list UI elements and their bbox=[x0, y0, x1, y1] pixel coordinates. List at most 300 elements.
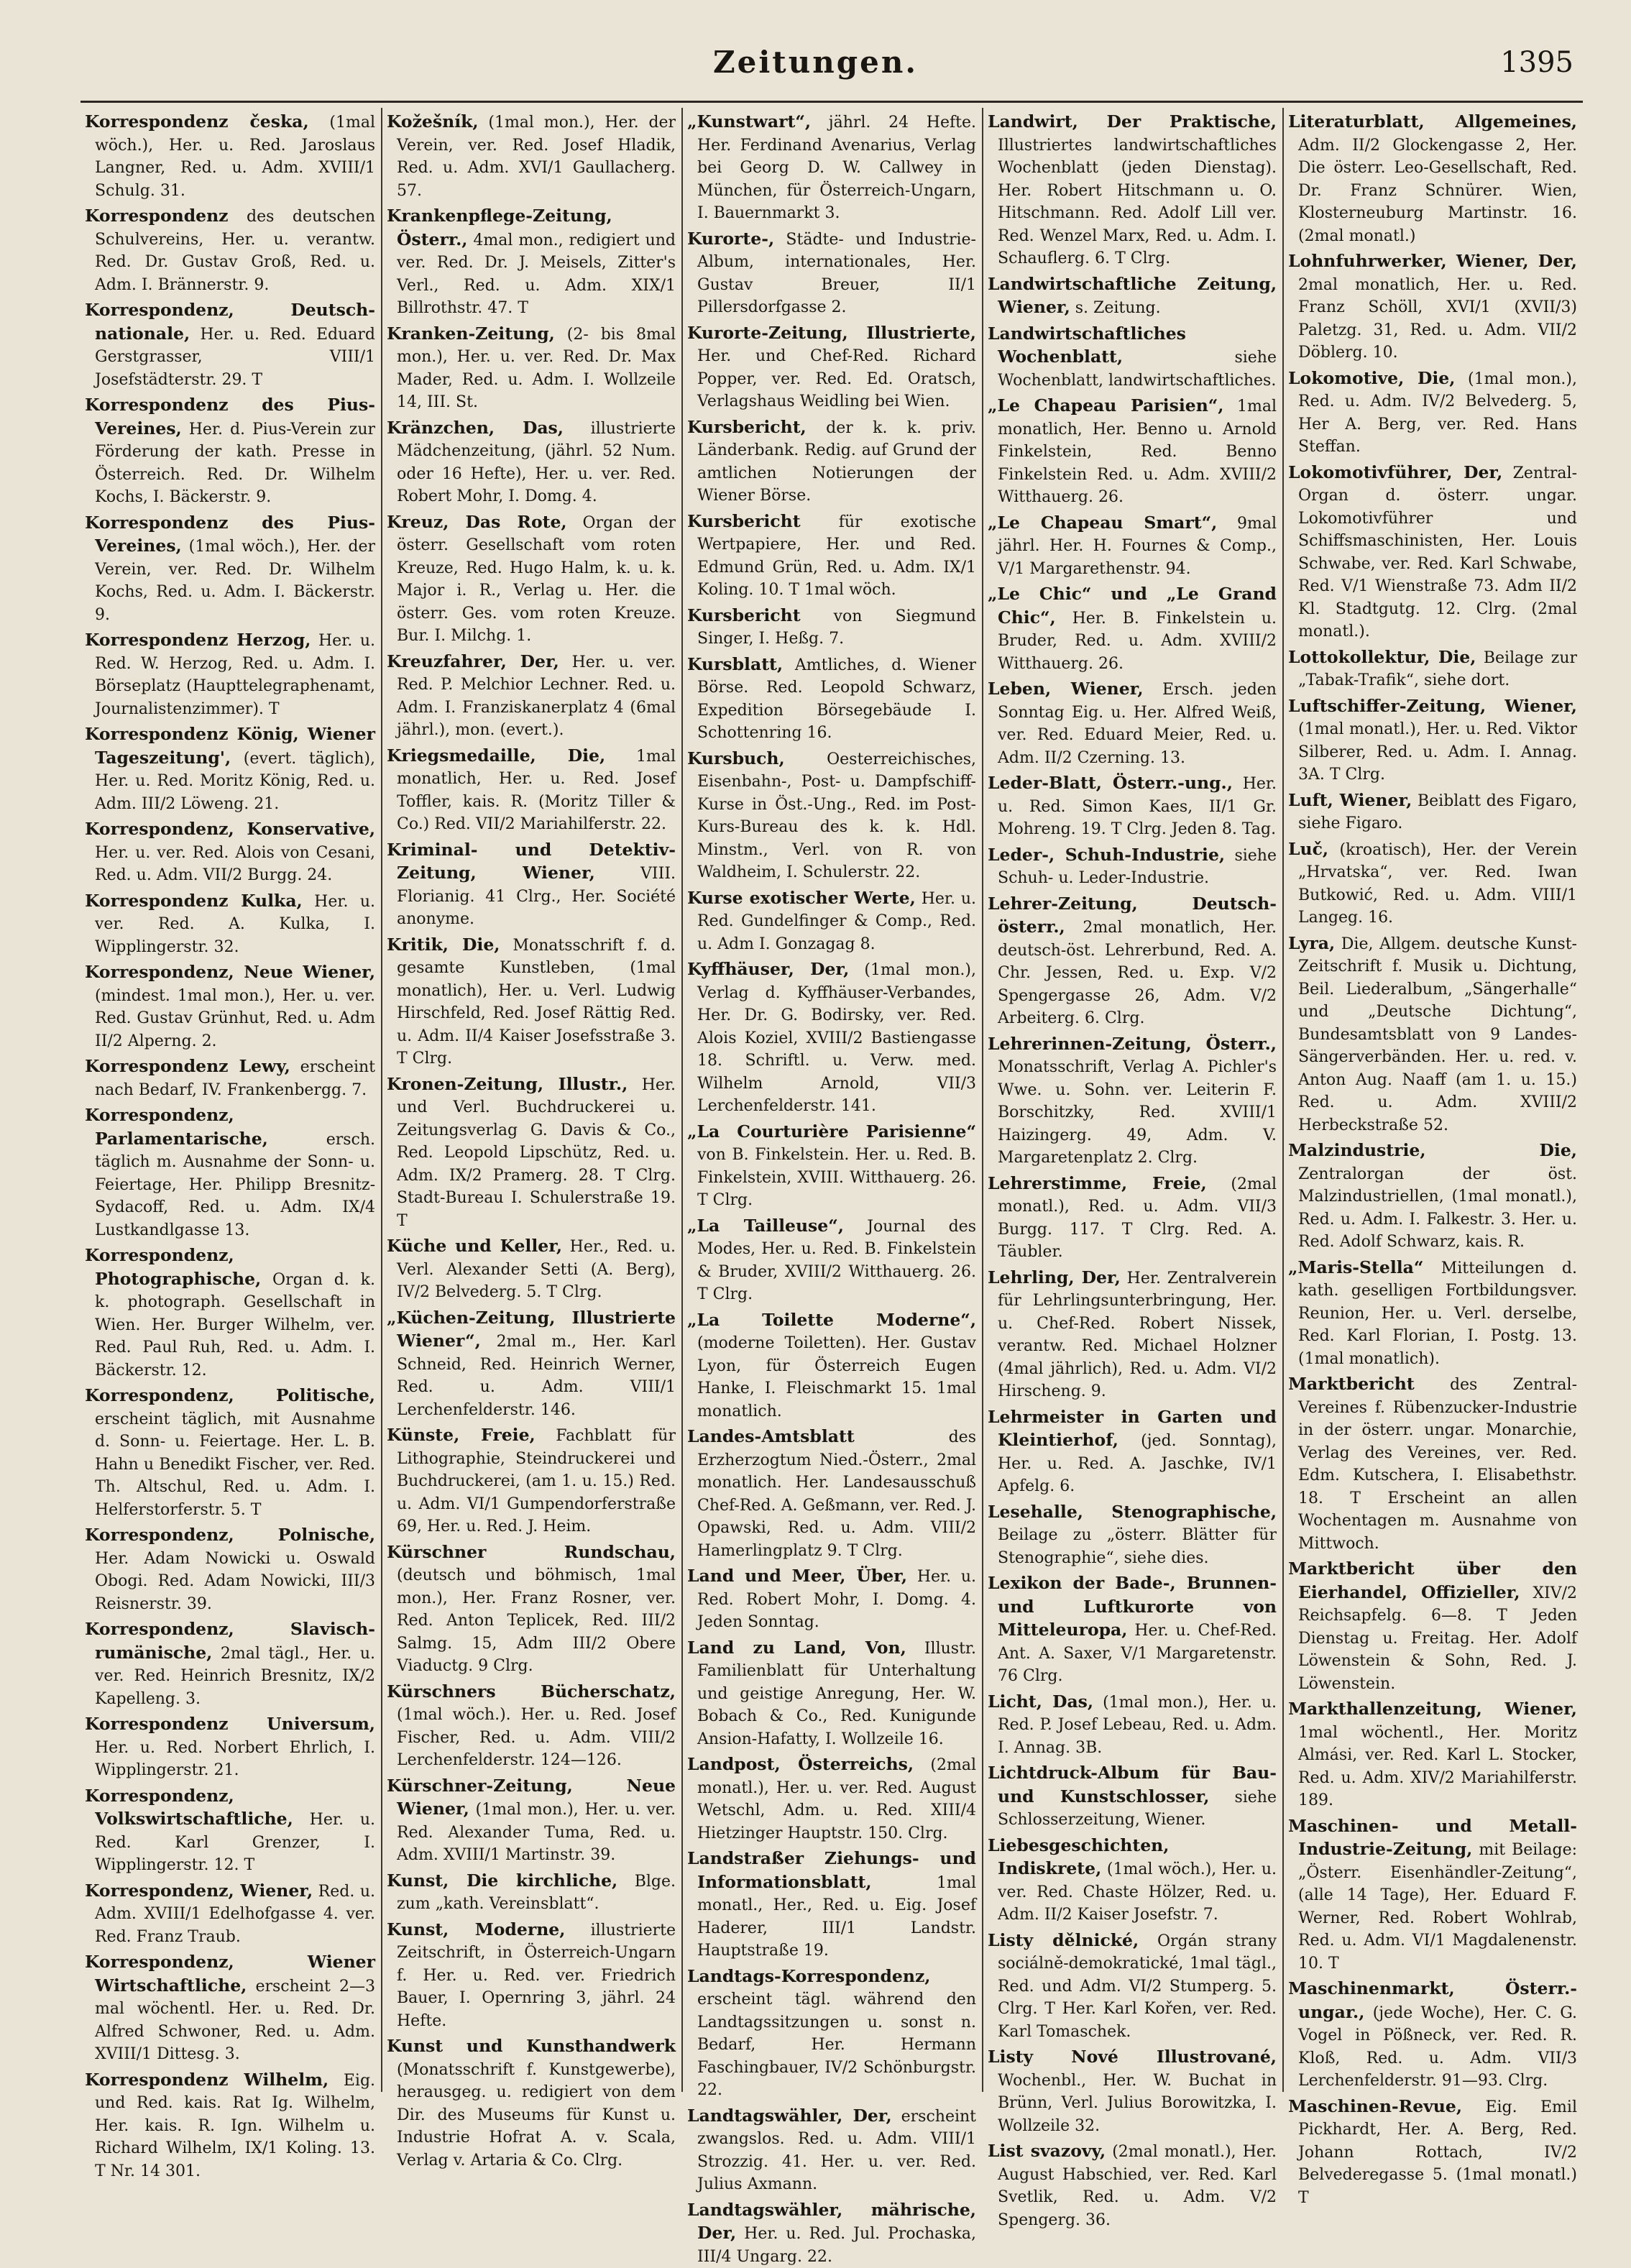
entry-text: (mindest. 1mal mon.), Her. u. ver. Red. Gustav Grünhut, Red. u. Adm II/2 Alperng. 2. bbox=[95, 987, 375, 1050]
directory-entry bbox=[85, 111, 375, 202]
entry-headword: „Kunstwart“, bbox=[687, 111, 811, 132]
entry-text: 1mal monatl., Her., Red. u. Eig. Josef Haderer, III/1 Landstr. Hauptstraße 19. bbox=[697, 1874, 976, 1960]
entry-headword: Krankenpflege-Zeitung, Österr., bbox=[387, 206, 612, 249]
entry-headword: Marktbericht über den Eierhandel, Offizieller, bbox=[1288, 1558, 1577, 1602]
directory-entry bbox=[988, 1929, 1277, 2044]
entry-text: von Siegmund Singer, I. Heßg. 7. bbox=[697, 607, 976, 648]
directory-entry bbox=[85, 961, 375, 1052]
entry-headword: Listy dělnické, bbox=[988, 1930, 1139, 1950]
entry-text: 1mal monatlich, Her. Benno u. Arnold Finkelstein, Red. Benno Finkelstein Red. u. Adm. XVIII/2 Witthauerg. 26. bbox=[998, 398, 1277, 506]
directory-entry bbox=[85, 1055, 375, 1101]
entry-headword: „Le Chic“ und „Le Grand Chic“, bbox=[988, 584, 1277, 628]
directory-entry bbox=[85, 394, 375, 509]
directory-entry bbox=[85, 512, 375, 627]
entry-text: des deutschen Schulvereins, Her. u. verantw. Red. Dr. Gustav Groß, Red. u. Adm. I. Brännerstr. 9. bbox=[95, 208, 375, 294]
entry-text: Städte- und Industrie-Album, internationales, Her. Gustav Breuer, II/1 Pillersdorfgasse 2. bbox=[697, 231, 976, 317]
entry-headword: Landtags-Korrespondenz, bbox=[687, 1966, 930, 1986]
entry-headword: Kursblatt, bbox=[687, 654, 783, 674]
column-2 bbox=[381, 108, 681, 2092]
directory-entry bbox=[1288, 1373, 1577, 1555]
entry-text: Her. Zentralverein für Lehrlingsunterbringung, Her. u. Chef-Red. Robert Nissek, verantw. Red. Michael Holzner (4mal jährlich), Red. u. Adm. VI/2 Hirscheng. 9. bbox=[998, 1270, 1277, 1401]
entry-text: ersch. täglich m. Ausnahme der Sonn- u. Feiertage, Her. Philipp Bresnitz-Sydacoff, Red. u. Adm. IX/4 Lustkandlgasse 13. bbox=[95, 1131, 375, 1239]
directory-entry bbox=[85, 818, 375, 887]
directory-entry bbox=[988, 1835, 1277, 1927]
directory-entry bbox=[85, 723, 375, 815]
entry-headword: Korrespondenz, Photographische, bbox=[85, 1245, 261, 1289]
entry-headword: Maschinen-Revue, bbox=[1288, 2096, 1462, 2116]
directory-entry bbox=[988, 1762, 1277, 1832]
entry-headword: Küche und Keller, bbox=[387, 1236, 562, 1256]
entry-text: des Zentral-Vereines f. Rübenzucker-Industrie in der österr. ungar. Monarchie, Verlag des Vereines, ver. Red. Edm. Kutschera, I. Elisabethstr. 18. T Erscheint an allen Wochentagen m. Ausnahme von Mittwoch. bbox=[1298, 1376, 1577, 1553]
directory-entry bbox=[387, 651, 676, 742]
directory-entry bbox=[687, 228, 976, 319]
entry-text: Her. und Verl. Buchdruckerei u. Zeitungsverlag G. Davis & Co., Red. Leopold Lipschütz, Red. u. Adm. IX/2 Pramerg. 28. T Clrg. Stadt-Bureau I. Schulerstraße 19. T bbox=[397, 1076, 676, 1230]
entry-text: (evert. täglich), Her. u. Red. Moritz König, Red. u. Adm. III/2 Löweng. 21. bbox=[95, 750, 375, 813]
directory-entry bbox=[1288, 695, 1577, 786]
entry-headword: Kurorte-Zeitung, Illustrierte, bbox=[687, 323, 976, 343]
directory-entry bbox=[85, 1785, 375, 1877]
directory-entry bbox=[988, 772, 1277, 841]
entry-headword: Kürschner-Zeitung, Neue Wiener, bbox=[387, 1776, 676, 1819]
directory-entry bbox=[387, 323, 676, 414]
directory-entry bbox=[988, 111, 1277, 270]
column-1 bbox=[81, 108, 381, 2092]
entry-headword: Kursbericht bbox=[687, 511, 801, 531]
entry-headword: Lehrmeister in Garten und Kleintierhof, bbox=[988, 1407, 1277, 1451]
entry-headword: „La Courturière Parisienne“ bbox=[687, 1121, 976, 1142]
entry-text: Red. u. Adm. XVIII/1 Edelhofgasse 4. ver. Red. Franz Traub. bbox=[95, 1883, 375, 1946]
entry-text: Zentral-Organ d. österr. ungar. Lokomotivführer und Schiffsmaschinisten, Her. Louis Schwabe, ver. Red. Karl Schwabe, Red. V/1 Wienstraße 73. Adm II/2 Kl. Stadtgutg. 12. Clrg. (2mal monatl.). bbox=[1298, 464, 1577, 641]
entry-text: Monatsschrift f. d. gesamte Kunstleben, (1mal monatlich), Her. u. Verl. Ludwig Hirschfeld, Red. Josef Rättig Red. u. Adm. II/4 Kaiser Josefsstraße 3. T Clrg. bbox=[397, 937, 676, 1068]
directory-entry bbox=[687, 1425, 976, 1562]
directory-entry bbox=[988, 893, 1277, 1030]
entry-text: Her. B. Finkelstein u. Bruder, Red. u. Adm. XVIII/2 Witthauerg. 26. bbox=[998, 610, 1277, 673]
entry-text: (moderne Toiletten). Her. Gustav Lyon, für Österreich Eugen Hanke, I. Fleischmarkt 15. 1mal monatlich. bbox=[697, 1334, 976, 1420]
directory-entry bbox=[687, 605, 976, 651]
entry-headword: Korrespondenz Universum, bbox=[85, 1714, 375, 1734]
directory-entry bbox=[387, 745, 676, 836]
entry-headword: List svazovy, bbox=[988, 2141, 1106, 2161]
entry-text: erscheint täglich, mit Ausnahme d. Sonn- u. Feiertage. Her. L. B. Hahn u Benedikt Fischer, ver. Red. Th. Altschul, Red. u. Adm. I. Helferstorferstr. 5. T bbox=[95, 1410, 375, 1519]
directory-entry bbox=[687, 1215, 976, 1306]
entry-headword: Kriegsmedaille, Die, bbox=[387, 745, 605, 766]
entry-headword: Korrespondenz česka, bbox=[85, 111, 309, 132]
entry-headword: Kunst, Die kirchliche, bbox=[387, 1870, 617, 1891]
directory-entry bbox=[85, 1713, 375, 1782]
directory-entry bbox=[1288, 2095, 1577, 2210]
entry-headword: Kunst, Moderne, bbox=[387, 1919, 565, 1939]
column-5 bbox=[1282, 108, 1583, 2092]
entry-text: erscheint nach Bedarf, IV. Frankenbergg. 7. bbox=[95, 1058, 375, 1099]
entry-text: Amtliches, d. Wiener Börse. Red. Leopold Schwarz, Expedition Börsegebäude I. Schottenring 16. bbox=[697, 656, 976, 743]
entry-headword: Licht, Das, bbox=[988, 1691, 1093, 1712]
entry-headword: „Le Chapeau Parisien“, bbox=[988, 395, 1224, 416]
entry-headword: Korrespondenz König, Wiener Tageszeitung', bbox=[85, 724, 375, 768]
entry-headword: Korrespondenz, Slavisch-rumänische, bbox=[85, 1619, 375, 1663]
entry-headword: Lehrerinnen-Zeitung, Österr., bbox=[988, 1034, 1277, 1054]
entry-text: Zentralorgan der öst. Malzindustriellen, (1mal monatl.), Red. u. Adm. I. Falkestr. 3. Her. u. Red. Adolf Schwarz, kais. R. bbox=[1298, 1165, 1577, 1252]
entry-text: des Erzherzogtum Nied.-Österr., 2mal monatlich. Her. Landesausschuß Chef-Red. A. Geßmann, ver. Red. J. Opawski, Red. u. Adm. VIII/2 Hamerlingplatz 9. T Clrg. bbox=[697, 1428, 976, 1560]
directory-entry bbox=[1288, 1815, 1577, 1975]
entry-headword: Korrespondenz des Pius-Vereines, bbox=[85, 395, 375, 439]
entry-text: jährl. 24 Hefte. Her. Ferdinand Avenarius, Verlag bei Georg D. W. Callwey in München, für Österreich-Ungarn, I. Bauernmarkt 3. bbox=[697, 114, 976, 222]
directory-entry bbox=[988, 1267, 1277, 1403]
entry-headword: Lehrerstimme, Freie, bbox=[988, 1173, 1207, 1193]
directory-entry bbox=[687, 510, 976, 602]
entry-headword: Liebesgeschichten, Indiskrete, bbox=[988, 1835, 1169, 1879]
directory-entry bbox=[387, 2035, 676, 2172]
entry-headword: Kränzchen, Das, bbox=[387, 418, 564, 438]
directory-entry bbox=[387, 111, 676, 202]
directory-entry bbox=[687, 958, 976, 1118]
entry-headword: Kursbericht bbox=[687, 605, 801, 625]
directory-entry bbox=[1288, 789, 1577, 835]
entry-headword: Luftschiffer-Zeitung, Wiener, bbox=[1288, 696, 1577, 716]
directory-entry bbox=[988, 1033, 1277, 1170]
entry-text: Blge. zum „kath. Vereinsblatt“. bbox=[397, 1873, 676, 1914]
directory-entry bbox=[85, 1618, 375, 1710]
entry-headword: Korrespondenz bbox=[85, 206, 229, 226]
entry-headword: Kožešník, bbox=[387, 111, 479, 132]
directory-entry bbox=[988, 1572, 1277, 1688]
entry-text: erscheint zwangslos. Red. u. Adm. VIII/1 Strozzig. 41. Her. u. ver. Red. Julius Axmann. bbox=[697, 2108, 976, 2194]
directory-entry bbox=[1288, 932, 1577, 1137]
entry-text: Organ der österr. Gesellschaft vom roten Kreuze, Red. Hugo Halm, k. u. k. Major i. R., Verlag u. Her. die österr. Ges. vom roten Kreuze. Bur. I. Milchg. 1. bbox=[397, 514, 676, 646]
entry-text: Eig. und Red. kais. Rat Ig. Wilhelm, Her. kais. R. Ign. Wilhelm u. Richard Wilhelm, IX/1 Koling. 13. T Nr. 14 301. bbox=[95, 2072, 375, 2180]
entry-headword: „Küchen-Zeitung, Illustrierte Wiener“, bbox=[387, 1308, 676, 1351]
entry-text: (2mal monatl.), Her. u. ver. Red. August Wetschl, Adm. u. Red. XIII/4 Hietzinger Hauptstr. 150. Clrg. bbox=[697, 1756, 976, 1842]
entry-headword: Lexikon der Bade-, Brunnen- und Luftkurorte von Mitteleuropa, bbox=[988, 1573, 1277, 1640]
directory-entry bbox=[988, 583, 1277, 675]
entry-headword: Land zu Land, Von, bbox=[687, 1638, 906, 1658]
directory-entry bbox=[387, 511, 676, 648]
entry-text: Beilage zu „österr. Blätter für Stenographie“, siehe dies. bbox=[998, 1526, 1277, 1567]
entry-headword: Landstraßer Ziehungs- und Informationsblatt, bbox=[687, 1848, 976, 1892]
entry-headword: „La Toilette Moderne“, bbox=[687, 1310, 976, 1330]
directory-entry bbox=[988, 323, 1277, 392]
entry-text: (jede Woche), Her. C. G. Vogel in Pößneck, ver. Red. R. Kloß, Red. u. Adm. VII/3 Lerchenfelderstr. 91—93. Clrg. bbox=[1298, 2004, 1577, 2090]
entry-text: (1mal mon.), Her. u. Red. P. Josef Lebeau, Red. u. Adm. I. Annag. 3B. bbox=[998, 1694, 1277, 1757]
column-4 bbox=[982, 108, 1282, 2092]
entry-text: Her. u. Red. Jul. Prochaska, III/4 Ungarg. 22. bbox=[697, 2225, 976, 2266]
directory-entry bbox=[988, 273, 1277, 320]
directory-entry bbox=[988, 1501, 1277, 1570]
entry-text: Monatsschrift, Verlag A. Pichler's Wwe. u. Sohn. ver. Leiterin F. Borschitzky, Red. XVIII/1 Haizingerg. 49, Adm. V. Margaretenplatz 2. Clrg. bbox=[998, 1058, 1277, 1167]
entry-headword: Landwirtschaftliches Wochenblatt, bbox=[988, 323, 1186, 367]
entry-headword: Lokomotivführer, Der, bbox=[1288, 462, 1502, 482]
directory-entry bbox=[687, 1753, 976, 1845]
entry-text: VIII. Florianig. 41 Clrg., Her. Société anonyme. bbox=[397, 865, 676, 928]
directory-entry bbox=[85, 205, 375, 296]
entry-text: Her. u. Red. W. Herzog, Red. u. Adm. I. Börseplatz (Haupttelegraphenamt, Journalistenzimmer). T bbox=[95, 632, 375, 718]
directory-entry bbox=[85, 299, 375, 391]
entry-headword: Leder-, Schuh-Industrie, bbox=[988, 845, 1225, 865]
entry-headword: Korrespondenz, Neue Wiener, bbox=[85, 962, 375, 982]
entry-text: erscheint tägl. während den Landtagssitzungen u. sonst n. Bedarf, Her. Hermann Faschingbauer, IV/2 Schönburgstr. 22. bbox=[697, 1991, 976, 2099]
entry-text: Eig. Emil Pickhardt, Her. A. Berg, Red. Johann Rottach, IV/2 Belvederegasse 5. (1mal monatl.) T bbox=[1298, 2098, 1577, 2207]
entry-headword: Landtagswähler, Der, bbox=[687, 2106, 892, 2126]
entry-text: s. Zeitung. bbox=[1075, 299, 1161, 317]
directory-entry bbox=[687, 1965, 976, 2102]
entry-headword: Korrespondenz, Wiener, bbox=[85, 1881, 313, 1901]
entry-headword: Kursbuch, bbox=[687, 748, 785, 768]
entry-headword: Listy Nové Illustrované, bbox=[988, 2047, 1277, 2067]
directory-entry bbox=[85, 890, 375, 959]
entry-headword: Kriminal- und Detektiv-Zeitung, Wiener, bbox=[387, 840, 676, 883]
entry-text: Journal des Modes, Her. u. Red. B. Finkelstein & Bruder, XVIII/2 Witthauerg. 26. T Clrg. bbox=[697, 1218, 976, 1304]
directory-entry bbox=[387, 1424, 676, 1538]
entry-text: Her. und Chef-Red. Richard Popper, ver. Red. Ed. Oratsch, Verlagshaus Weidling bei Wien. bbox=[697, 347, 976, 410]
entry-text: Her. u. Red. Karl Grenzer, I. Wipplingerstr. 12. T bbox=[95, 1811, 375, 1874]
entry-headword: Kranken-Zeitung, bbox=[387, 323, 555, 344]
directory-entry bbox=[387, 1681, 676, 1772]
directory-entry bbox=[988, 395, 1277, 509]
entry-headword: Lohnfuhrwerker, Wiener, Der, bbox=[1288, 251, 1577, 271]
entry-text: (2mal monatl.), Her. August Habschied, ver. Red. Karl Svetlik, Red. u. Adm. V/2 Spengerg. 36. bbox=[998, 2143, 1277, 2229]
directory-entry bbox=[387, 1919, 676, 2033]
entry-text: Mitteilungen d. kath. geselligen Fortbildungsver. Reunion, Her. u. Verl. derselbe, Red. Karl Florian, I. Postg. 13. (1mal monatlich). bbox=[1298, 1259, 1577, 1368]
entry-headword: Marktbericht bbox=[1288, 1374, 1415, 1394]
entry-text: (1mal wöch.). Her. u. Red. Josef Fischer, Red. u. Adm. VIII/2 Lerchenfelderstr. 124—126. bbox=[397, 1706, 676, 1769]
directory-entry bbox=[387, 1870, 676, 1916]
entry-text: Orgán strany sociálně-demokratické, 1mal tägl., Red. und Adm. VI/2 Stumperg. 5. Clrg. T Her. Karl Kořen, ver. Red. Karl Tomaschek. bbox=[998, 1932, 1277, 2041]
entry-text: 2mal monatlich, Her. u. Red. Franz Schöll, XVI/1 (XVII/3) Paletzg. 31, Red. u. Adm. VII/2 Döblerg. 10. bbox=[1298, 276, 1577, 362]
entry-text: (1mal wöch.), Her. der Verein, ver. Red. Dr. Wilhelm Kochs, Red. u. Adm. I. Bäckerstr. 9. bbox=[95, 538, 375, 624]
entry-headword: „La Tailleuse“, bbox=[687, 1216, 844, 1236]
entry-headword: Landwirt, Der Praktische, bbox=[988, 111, 1277, 132]
entry-headword: Lehrling, Der, bbox=[988, 1267, 1121, 1287]
entry-text: Her. u. Red. Eduard Gerstgrasser, VIII/1 Josefstädterstr. 29. T bbox=[95, 326, 375, 389]
directory-entry bbox=[85, 1385, 375, 1521]
entry-headword: Literaturblatt, Allgemeines, bbox=[1288, 111, 1577, 132]
entry-text: (1mal wöch.), Her. u. ver. Red. Chaste Hölzer, Red. u. Adm. II/2 Kaiser Josefstr. 7. bbox=[998, 1860, 1277, 1924]
directory-entry bbox=[1288, 1139, 1577, 1254]
entry-text: Her. u. Red. Simon Kaes, II/1 Gr. Mohreng. 19. T Clrg. Jeden 8. Tag. bbox=[998, 775, 1277, 838]
entry-text: illustrierte Zeitschrift, in Österreich-Ungarn f. Her. u. Red. ver. Friedrich Bauer, I. Opernring 3, jährl. 24 Hefte. bbox=[397, 1922, 676, 2030]
entry-text: von B. Finkelstein. Her. u. Red. B. Finkelstein, XVIII. Witthauerg. 26. T Clrg. bbox=[697, 1146, 976, 1209]
entry-text: (deutsch und böhmisch, 1mal mon.), Her. Franz Rosner, ver. Red. Anton Teplicek, Red. III/2 Salmg. 15, Adm III/2 Obere Viaductg. 9 Clrg. bbox=[397, 1566, 676, 1675]
entry-text: der k. k. priv. Länderbank. Redig. auf Grund der amtlichen Notierungen der Wiener Börse. bbox=[697, 419, 976, 505]
entry-text: Die, Allgem. deutsche Kunst-Zeitschrift f. Musik u. Dichtung, Beil. Liederalbum, „Sängerhalle“ und „Deutsche Dichtung“, Bundesamtsblatt von 9 Landes-Sängerverbänden. Her. u. red. v. Anton Aug. Naaff (am 1. u. 15.) Red. u. Adm. XVIII/2 Herbeckstraße 52. bbox=[1298, 935, 1577, 1134]
directory-entry bbox=[988, 678, 1277, 769]
entry-headword: Kronen-Zeitung, Illustr., bbox=[387, 1074, 628, 1094]
directory-entry bbox=[85, 1104, 375, 1241]
directory-entry bbox=[988, 1406, 1277, 1498]
directory-entry bbox=[687, 653, 976, 745]
entry-headword: Luč, bbox=[1288, 839, 1328, 859]
directory-entry bbox=[988, 1691, 1277, 1760]
entry-text: (1mal mon.), Red. u. Adm. IV/2 Belvederg. 5, Her A. Berg, ver. Red. Hans Steffan. bbox=[1298, 370, 1577, 456]
entry-text: (1mal mon.), Her. u. ver. Red. Alexander Tuma, Red. u. Adm. XVIII/1 Martinstr. 39. bbox=[397, 1801, 676, 1864]
entry-headword: Kürschner Rundschau, bbox=[387, 1542, 676, 1562]
directory-entry bbox=[687, 748, 976, 884]
entry-text: Fachblatt für Lithographie, Steindruckerei und Buchdruckerei, (am 1. u. 15.) Red. u. Adm. VI/1 Gumpendorferstraße 69, Her. u. Red. J. Heim. bbox=[397, 1427, 676, 1535]
entry-text: Illustr. Familienblatt für Unterhaltung und geistige Anregung, Her. W. Bobach & Co., Red. Kunigunde Ansion-Hafatty, I. Wollzeile 16. bbox=[697, 1640, 976, 1748]
entry-headword: Korrespondenz, Deutsch-nationale, bbox=[85, 300, 375, 344]
entry-text: Her. u. Red. Robert Mohr, I. Domg. 4. Jeden Sonntag. bbox=[697, 1568, 976, 1631]
directory-entry bbox=[687, 887, 976, 956]
directory-entry bbox=[1288, 838, 1577, 929]
entry-headword: Korrespondenz, Volkswirtschaftliche, bbox=[85, 1786, 293, 1829]
entry-text: 2mal m., Her. Karl Schneid, Red. Heinrich Werner, Red. u. Adm. VIII/1 Lerchenfelderstr. 146. bbox=[397, 1333, 676, 1419]
entry-text: Her. u. ver. Red. A. Kulka, I. Wipplingerstr. 32. bbox=[95, 893, 375, 956]
directory-entry bbox=[85, 629, 375, 720]
directory-entry bbox=[387, 205, 676, 320]
entry-text: Beiblatt des Figaro, siehe Figaro. bbox=[1298, 792, 1577, 833]
directory-entry bbox=[387, 934, 676, 1070]
entry-text: 2mal monatlich, Her. deutsch-öst. Lehrerbund, Red. A. Chr. Jessen, Red. u. Exp. V/2 Spengergasse 26, Adm. V/2 Arbeiterg. 6. Clrg. bbox=[998, 919, 1277, 1027]
columns bbox=[81, 108, 1583, 2092]
directory-entry bbox=[687, 111, 976, 225]
directory-entry bbox=[387, 1073, 676, 1233]
entry-headword: Korrespondenz Herzog, bbox=[85, 630, 311, 650]
directory-entry bbox=[988, 512, 1277, 581]
entry-headword: Kursbericht, bbox=[687, 417, 807, 437]
entry-text: Her. Adam Nowicki u. Oswald Obogi. Red. Adam Nowicki, III/3 Reisnerstr. 39. bbox=[95, 1550, 375, 1613]
entry-text: XIV/2 Reichsapfelg. 6—8. T Jeden Dienstag u. Freitag. Her. Adolf Löwenstein & Sohn, Red. J. Löwenstein. bbox=[1298, 1584, 1577, 1693]
entry-headword: „Maris-Stella“ bbox=[1288, 1257, 1423, 1277]
entry-text: erscheint 2—3 mal wöchentl. Her. u. Red. Dr. Alfred Schwoner, Red. u. Adm. XVIII/1 Dittesg. 3. bbox=[95, 1978, 375, 2064]
entry-headword: Korrespondenz Wilhelm, bbox=[85, 2070, 329, 2090]
entry-headword: Maschinen- und Metall-Industrie-Zeitung, bbox=[1288, 1816, 1577, 1860]
directory-entry bbox=[687, 1309, 976, 1423]
directory-entry bbox=[85, 2069, 375, 2183]
entry-text: Her. u. Red. Norbert Ehrlich, I. Wipplingerstr. 21. bbox=[95, 1739, 375, 1780]
entry-text: Her., Red. u. Verl. Alexander Setti (A. Berg), IV/2 Belvederg. 5. T Clrg. bbox=[397, 1238, 676, 1301]
entry-headword: Lottokollektur, Die, bbox=[1288, 647, 1476, 667]
column-3 bbox=[681, 108, 982, 2092]
entry-headword: Maschinenmarkt, Österr.-ungar., bbox=[1288, 1978, 1577, 2022]
directory-entry bbox=[988, 2046, 1277, 2137]
directory-entry bbox=[1288, 250, 1577, 364]
entry-headword: Korrespondenz Kulka, bbox=[85, 891, 303, 911]
entry-text: (1mal monatl.), Her. u. Red. Viktor Silberer, Red. u. Adm. I. Annag. 3A. T Clrg. bbox=[1298, 720, 1577, 784]
entry-headword: Kyffhäuser, Der, bbox=[687, 959, 849, 979]
entry-headword: Korrespondenz, Polnische, bbox=[85, 1525, 375, 1545]
entry-text: (kroatisch), Her. der Verein „Hrvatska“, ver. Red. Iwan Butkowić, Red. u. Adm. VIII/1 Langeg. 16. bbox=[1298, 841, 1577, 927]
entry-headword: Landtagswähler, mährische, Der, bbox=[687, 2200, 976, 2244]
directory-entry bbox=[387, 1307, 676, 1422]
entry-text: (Monatsschrift f. Kunstgewerbe), herausgeg. u. redigiert von dem Dir. des Museums für Kunst u. Industrie Hofrat A. v. Scala, Verlag v. Artaria & Co. Clrg. bbox=[397, 2061, 676, 2170]
entry-headword: Luft, Wiener, bbox=[1288, 790, 1412, 810]
directory-entry bbox=[85, 1951, 375, 2066]
entry-headword: Leben, Wiener, bbox=[988, 679, 1144, 699]
entry-headword: Landwirtschaftliche Zeitung, Wiener, bbox=[988, 274, 1277, 318]
entry-text: (1mal wöch.), Her. u. Red. Jaroslaus Langner, Red. u. Adm. XVIII/1 Schulg. 31. bbox=[95, 114, 375, 200]
entry-text: siehe Schlosserzeitung, Wiener. bbox=[998, 1789, 1277, 1829]
entry-text: Wochenbl., Her. W. Buchat in Brünn, Verl. Julius Borowitzka, I. Wollzeile 32. bbox=[998, 2072, 1277, 2135]
entry-headword: Korrespondenz, Konservative, bbox=[85, 819, 375, 839]
entry-headword: Korrespondenz Lewy, bbox=[85, 1056, 290, 1076]
entry-text: für exotische Wertpapiere, Her. und Red. Edmund Grün, Red. u. Adm. IX/1 Koling. 10. T 1mal wöch. bbox=[697, 513, 976, 600]
entry-text: (jed. Sonntag), Her. u. Red. A. Jaschke, IV/1 Apfelg. 6. bbox=[998, 1432, 1277, 1495]
entry-text: mit Beilage: „Österr. Eisenhändler-Zeitung“, (alle 14 Tage), Her. Eduard F. Werner, Red. Robert Wohlrab, Red. u. Adm. VI/1 Magdalenenstr. 10. T bbox=[1298, 1841, 1577, 1973]
entry-headword: Leder-Blatt, Österr.-ung., bbox=[988, 773, 1233, 793]
directory-entry bbox=[687, 1121, 976, 1212]
entry-headword: Lyra, bbox=[1288, 933, 1335, 953]
directory-entry bbox=[687, 416, 976, 508]
entry-text: 1mal wöchentl., Her. Moritz Almási, ver. Red. Karl L. Stocker, Red. u. Adm. XIV/2 Mariahilferstr. 189. bbox=[1298, 1724, 1577, 1810]
entry-headword: Lokomotive, Die, bbox=[1288, 368, 1455, 388]
entry-headword: Korrespondenz, Parlamentarische, bbox=[85, 1105, 268, 1149]
directory-entry bbox=[387, 1235, 676, 1304]
entry-headword: Kreuzfahrer, Der, bbox=[387, 651, 559, 671]
directory-entry bbox=[687, 2105, 976, 2196]
directory-entry bbox=[387, 1541, 676, 1678]
entry-text: (1mal mon.), Her. der Verein, ver. Red. Josef Hladik, Red. u. Adm. XVI/1 Gaullacherg. 57. bbox=[397, 114, 676, 200]
entry-text: Her. u. ver. Red. Alois von Cesani, Red. u. Adm. VII/2 Burgg. 24. bbox=[95, 844, 375, 885]
entry-text: (1mal mon.), Verlag d. Kyffhäuser-Verbandes, Her. Dr. G. Bodirsky, ver. Red. Alois Koziel, XVIII/2 Bastiengasse 18. Schriftl. u. Verw. med. Wilhelm Arnold, VII/3 Lerchenfelderstr. 141. bbox=[697, 961, 976, 1115]
entry-headword: Korrespondenz, Politische, bbox=[85, 1385, 375, 1405]
directory-entry bbox=[1288, 1698, 1577, 1812]
header-rule bbox=[81, 101, 1583, 103]
running-title: Zeitungen. bbox=[0, 45, 1631, 80]
entry-headword: Malzindustrie, Die, bbox=[1288, 1140, 1577, 1160]
directory-entry bbox=[687, 1637, 976, 1751]
directory-entry bbox=[1288, 1257, 1577, 1371]
directory-entry bbox=[85, 1244, 375, 1382]
entry-headword: Markthallenzeitung, Wiener, bbox=[1288, 1699, 1577, 1719]
entry-text: 9mal jährl. Her. H. Fournes & Comp., V/1 Margarethenstr. 94. bbox=[998, 515, 1277, 578]
directory-entry bbox=[1288, 462, 1577, 643]
directory-entry bbox=[687, 322, 976, 413]
entry-headword: Lesehalle, Stenographische, bbox=[988, 1502, 1277, 1522]
entry-text: 4mal mon., redigiert und ver. Red. Dr. J. Meisels, Zitter's Verl., Red. u. Adm. XIX/1 Billrothstr. 47. T bbox=[397, 231, 676, 318]
directory-entry bbox=[1288, 367, 1577, 459]
directory-entry bbox=[1288, 1978, 1577, 2093]
entry-headword: Landes-Amtsblatt bbox=[687, 1426, 855, 1446]
directory-entry bbox=[387, 1775, 676, 1867]
entry-headword: Kurorte-, bbox=[687, 229, 774, 249]
entry-text: Ersch. jeden Sonntag Eig. u. Her. Alfred Weiß, ver. Red. Eduard Meier, Red. u. Adm. II/2 Czerning. 13. bbox=[998, 681, 1277, 767]
entry-headword: Lehrer-Zeitung, Deutsch-österr., bbox=[988, 894, 1277, 937]
entry-text: Her. d. Pius-Verein zur Förderung der kath. Presse in Österreich. Red. Dr. Wilhelm Kochs, I. Bäckerstr. 9. bbox=[95, 421, 375, 507]
directory-entry bbox=[1288, 111, 1577, 247]
entry-text: 2mal tägl., Her. u. ver. Red. Heinrich Bresnitz, IX/2 Kapelleng. 3. bbox=[95, 1645, 375, 1708]
directory-entry bbox=[988, 1172, 1277, 1264]
entry-headword: Korrespondenz, Wiener Wirtschaftliche, bbox=[85, 1952, 375, 1996]
entry-text: 1mal monatlich, Her. u. Red. Josef Toffler, kais. R. (Moritz Tiller & Co.) Red. VII/2 Mariahilferstr. 22. bbox=[397, 748, 676, 834]
entry-text: Organ d. k. k. photograph. Gesellschaft in Wien. Her. Burger Wilhelm, ver. Red. Paul Ruh, Red. u. Adm. I. Bäckerstr. 12. bbox=[95, 1271, 375, 1379]
entry-text: siehe Wochenblatt, landwirtschaftliches. bbox=[998, 349, 1277, 390]
entry-headword: Kürschners Bücherschatz, bbox=[387, 1681, 676, 1702]
entry-text: (2mal monatl.), Red. u. Adm. VII/3 Burgg. 117. T Clrg. Red. A. Täubler. bbox=[998, 1175, 1277, 1262]
entry-text: Her. u. ver. Red. P. Melchior Lechner. Red. u. Adm. I. Franziskanerplatz 4 (6mal jährl.), mon. (evert.). bbox=[397, 653, 676, 740]
entry-text: Oesterreichisches, Eisenbahn-, Post- u. Dampfschiff-Kurse in Öst.-Ung., Red. im Post-Kurs-Bureau des k. k. Hdl. Minstm., Verl. von R. von Waldheim, I. Schulerstr. 22. bbox=[697, 750, 976, 882]
entry-text: Adm. II/2 Glockengasse 2, Her. Die österr. Leo-Gesellschaft, Red. Dr. Franz Schnürer. Wien, Klosterneuburg Martinstr. 16. (2mal monatl.) bbox=[1298, 137, 1577, 245]
entry-headword: Kunst und Kunsthandwerk bbox=[387, 2036, 676, 2056]
directory-entry bbox=[387, 417, 676, 508]
directory-entry bbox=[1288, 1558, 1577, 1695]
entry-text: Illustriertes landwirtschaftliches Wochenblatt (jeden Dienstag). Her. Robert Hitschmann u. O. Hitschmann. Red. Adolf Lill ver. Red. Wenzel Marx, Red. u. Adm. I. Schauflerg. 6. T Clrg. bbox=[998, 137, 1277, 268]
entry-text: Her. u. Chef-Red. Ant. A. Saxer, V/1 Margaretenstr. 76 Clrg. bbox=[998, 1622, 1277, 1685]
directory-entry bbox=[988, 844, 1277, 890]
entry-text: Beilage zur „Tabak-Trafik“, siehe dort. bbox=[1298, 649, 1577, 690]
entry-headword: Kritik, Die, bbox=[387, 935, 500, 955]
entry-text: illustrierte Mädchenzeitung, (jährl. 52 Num. oder 16 Hefte), Her. u. ver. Red. Robert Mohr, I. Domg. 4. bbox=[397, 420, 676, 506]
entry-headword: Lichtdruck-Album für Bau- und Kunstschlosser, bbox=[988, 1763, 1277, 1806]
entry-text: (2- bis 8mal mon.), Her. u. ver. Red. Dr. Max Mader, Red. u. Adm. I. Wollzeile 14, III. St. bbox=[397, 326, 676, 412]
entry-text: Her. u. Red. Gundelfinger & Comp., Red. u. Adm I. Gonzagag 8. bbox=[697, 890, 976, 953]
directory-entry bbox=[687, 1565, 976, 1634]
directory-entry bbox=[387, 839, 676, 931]
directory-entry bbox=[85, 1524, 375, 1615]
entry-headword: Kreuz, Das Rote, bbox=[387, 512, 567, 532]
directory-entry bbox=[988, 2140, 1277, 2231]
directory-entry bbox=[687, 2199, 976, 2268]
entry-headword: „Le Chapeau Smart“, bbox=[988, 513, 1217, 533]
entry-headword: Künste, Freie, bbox=[387, 1425, 536, 1445]
